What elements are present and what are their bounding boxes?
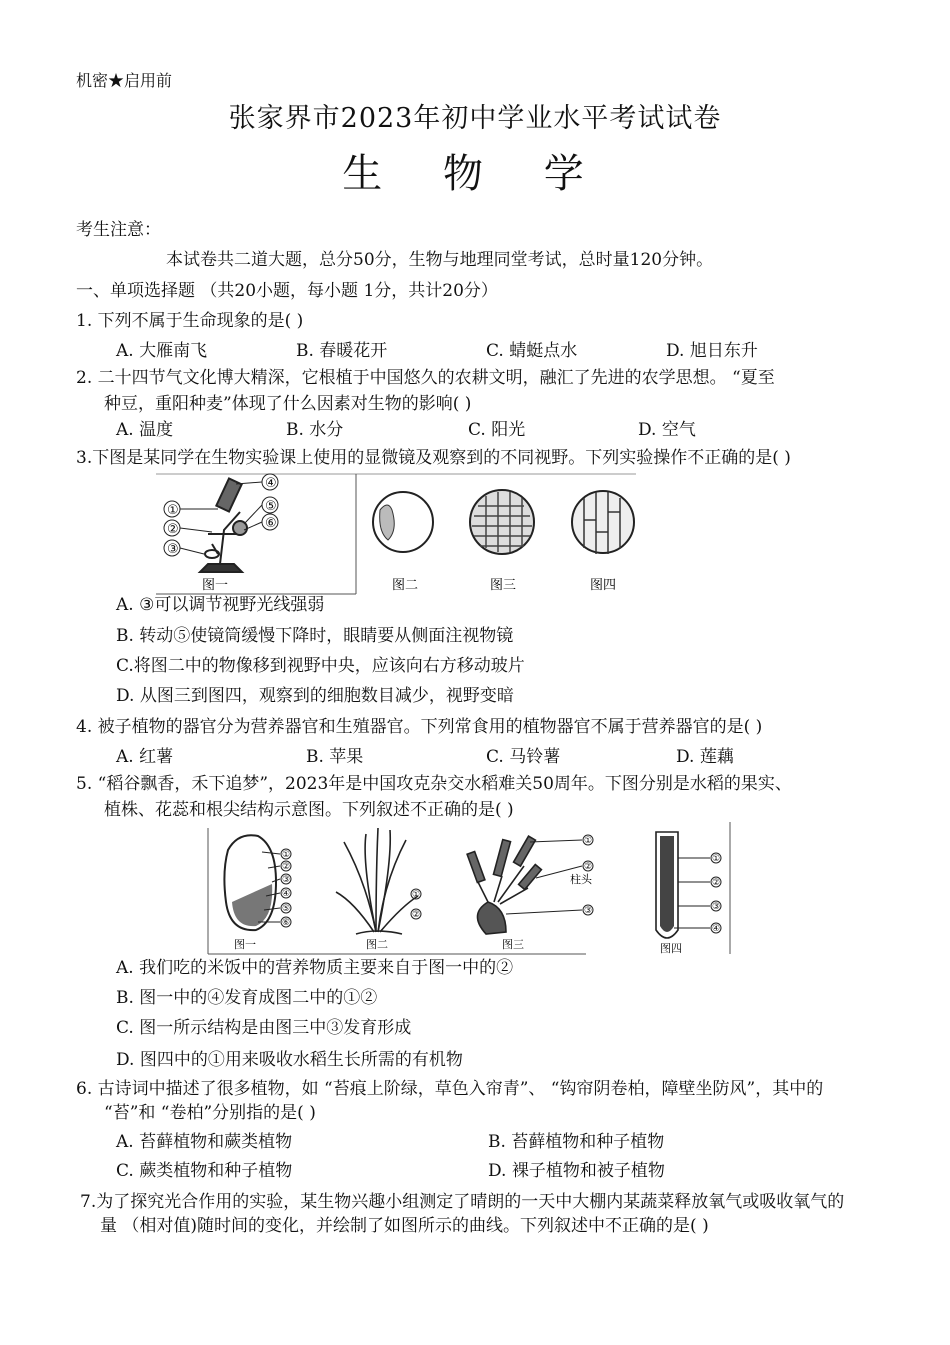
option-c: C. 蕨类植物和种子植物 <box>116 1161 293 1181</box>
figure-label-1: 图一 <box>234 938 256 951</box>
microscope-figure <box>152 472 642 597</box>
option-b: B. 转动⑤使镜筒缓慢下降时，眼睛要从侧面注视物镜 <box>116 626 514 646</box>
option-b: B. 苔藓植物和种子植物 <box>488 1132 665 1152</box>
view-circle-4 <box>572 491 634 553</box>
question-stem: 6. 古诗词中描述了很多植物，如 “苔痕上阶绿，草色入帘青”、 “钩帘阴卷柏，障壁坐防风”，其中的 <box>76 1079 824 1099</box>
figure-label-2: 图二 <box>392 578 419 593</box>
question-stem: 2. 二十四节气文化博大精深，它根植于中国悠久的农耕文明，融汇了先进的农学思想。 “夏至 <box>76 368 775 388</box>
question-stem: 5. “稻谷飘香，禾下追梦”，2023年是中国攻克杂交水稻难关50周年。下图分别是水稻的果实、 <box>76 774 792 794</box>
svg-text:②: ② <box>412 910 421 920</box>
question-stem-cont: 种豆，重阳种麦”体现了什么因素对生物的影响( ) <box>104 394 472 414</box>
option-b: B. 图一中的④发育成图二中的①② <box>116 988 378 1008</box>
question-stem-cont: 量 （相对值)随时间的变化，并绘制了如图所示的曲线。下列叙述中不正确的是( ) <box>100 1216 709 1236</box>
option-a: A. 温度 <box>116 420 174 440</box>
svg-text:⑥: ⑥ <box>282 918 291 928</box>
svg-text:①: ① <box>412 890 421 900</box>
figure-label-3: 图三 <box>502 938 524 951</box>
svg-text:③: ③ <box>584 906 593 916</box>
option-c: C. 马铃薯 <box>486 747 561 767</box>
figure-label-4: 图四 <box>660 942 682 955</box>
rice-plant-drawing <box>336 828 421 934</box>
option-c: C. 图一所示结构是由图三中③发育形成 <box>116 1018 412 1038</box>
section-heading: 一、单项选择题 （共20小题，每小题 1分，共计20分） <box>76 281 498 301</box>
option-a: A. 我们吃的米饭中的营养物质主要来自于图一中的② <box>116 958 514 978</box>
question-stem: 3.下图是某同学在生物实验课上使用的显微镜及观察到的不同视野。下列实验操作不正确的是( ) <box>76 448 791 468</box>
callout-1: ① <box>167 503 179 518</box>
option-b: B. 水分 <box>286 420 344 440</box>
question-stem-cont: 植株、花蕊和根尖结构示意图。下列叙述不正确的是( ) <box>104 800 514 820</box>
question-stem: 4. 被子植物的器官分为营养器官和生殖器官。下列常食用的植物器官不属于营养器官的是( ) <box>76 717 763 737</box>
svg-text:②: ② <box>712 878 721 888</box>
figure-label-3: 图三 <box>490 578 517 593</box>
option-c: C. 蜻蜓点水 <box>486 341 578 361</box>
rice-flower-drawing <box>467 836 541 934</box>
option-c: C. 阳光 <box>468 420 526 440</box>
question-stem: 7.为了探究光合作用的实验，某生物兴趣小组测定了晴朗的一天中大棚内某蔬菜释放氧气或吸收氧气的 <box>80 1192 845 1212</box>
option-d: D. 旭日东升 <box>666 341 758 361</box>
svg-text:②: ② <box>584 862 593 872</box>
option-a: A. 大雁南飞 <box>116 341 208 361</box>
option-a: A. ③可以调节视野光线强弱 <box>116 595 325 615</box>
callout-4: ④ <box>265 476 277 491</box>
svg-text:①: ① <box>712 854 721 864</box>
svg-text:①: ① <box>584 836 593 846</box>
callout-3: ③ <box>167 542 179 557</box>
callout-6: ⑥ <box>265 516 277 531</box>
rice-figure <box>206 822 734 956</box>
view-circle-3 <box>470 490 534 554</box>
callout-5: ⑤ <box>265 499 277 514</box>
question-stem: 1. 下列不属于生命现象的是( ) <box>76 311 304 331</box>
option-a: A. 红薯 <box>116 747 174 767</box>
option-c: C.将图二中的物像移到视野中央，应该向右方移动玻片 <box>116 656 525 676</box>
option-a: A. 苔藓植物和蕨类植物 <box>116 1132 293 1152</box>
stigma-label: 柱头 <box>570 873 592 886</box>
rice-grain-drawing <box>224 835 276 930</box>
notice-text: 本试卷共二道大题，总分50分，生物与地理同堂考试，总时量120分钟。 <box>166 250 714 270</box>
option-d: D. 从图三到图四，观察到的细胞数目减少，视野变暗 <box>116 686 514 706</box>
svg-text:③: ③ <box>712 902 721 912</box>
callout-2: ② <box>167 522 179 537</box>
exam-title: 张家界市2023年初中学业水平考试试卷 <box>228 103 722 134</box>
option-d: D. 莲藕 <box>676 747 734 767</box>
option-b: B. 苹果 <box>306 747 364 767</box>
svg-text:④: ④ <box>282 889 291 899</box>
subject-title: 生 物 学 <box>342 151 608 197</box>
svg-text:③: ③ <box>282 875 291 885</box>
figure-label-2: 图二 <box>366 938 388 951</box>
root-tip-drawing <box>656 832 678 938</box>
option-d: D. 空气 <box>638 420 696 440</box>
secret-mark: 机密★启用前 <box>76 71 173 90</box>
option-d: D. 图四中的①用来吸收水稻生长所需的有机物 <box>116 1050 463 1070</box>
figure-label-4: 图四 <box>590 578 617 593</box>
svg-text:②: ② <box>282 862 291 872</box>
notice-heading: 考生注意： <box>76 220 161 240</box>
option-b: B. 春暖花开 <box>296 341 388 361</box>
microscope-drawing <box>200 478 247 572</box>
figure-label-1: 图一 <box>202 578 229 593</box>
svg-text:⑤: ⑤ <box>282 904 291 914</box>
question-stem-cont: “苔”和 “卷柏”分别指的是( ) <box>104 1103 316 1123</box>
svg-text:①: ① <box>282 850 291 860</box>
option-d: D. 裸子植物和被子植物 <box>488 1161 665 1181</box>
svg-text:④: ④ <box>712 924 721 934</box>
